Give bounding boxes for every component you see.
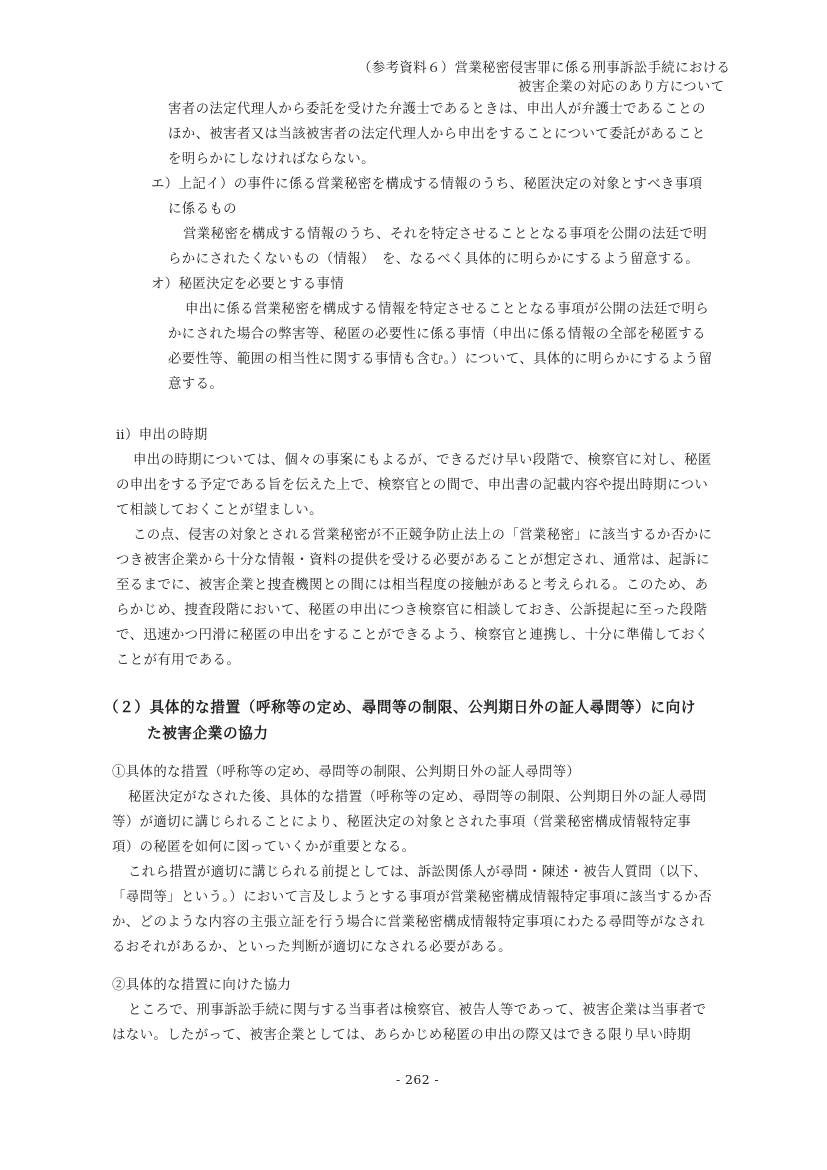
sub-1-p1-line-3: 項）の秘匿を如何に図っていくかが重要となる。 bbox=[112, 840, 416, 855]
section-ii-p1-line-3: て相談しておくことが望ましい。 bbox=[116, 503, 323, 518]
section-ii-title: ⅱ）申出の時期 bbox=[116, 428, 208, 443]
item-u-line-1: 害者の法定代理人から委託を受けた弁護士であるときは、申出人が弁護士であることの bbox=[168, 102, 706, 117]
section-ii-p1-line-2: の申出をする予定である旨を伝えた上で、検察官との間で、申出書の記載内容や提出時期につい bbox=[116, 478, 709, 493]
item-e-para-2: らかにされたくないもの（情報） を、なるべく具体的に明らかにするよう留意する。 bbox=[168, 252, 700, 267]
sub-1-p2-line-2: 「尋問等」という。）において言及しようとする事項が営業秘密構成情報特定事項に該当するか否 bbox=[112, 890, 713, 905]
sub-2-title: ②具体的な措置に向けた協力 bbox=[112, 978, 292, 993]
sub-2-p1-line-1: ところで、刑事訴訟手続に関与する当事者は検察官、被告人等であって、被害企業は当事者で bbox=[128, 1003, 707, 1018]
sub-2-p1-line-2: はない。したがって、被害企業としては、あらかじめ秘匿の申出の際又はできる限り早い時期 bbox=[112, 1028, 691, 1043]
item-o-para-1: 申出に係る営業秘密を構成する情報を特定させることとなる事項が公開の法廷で明ら bbox=[185, 302, 710, 317]
section-ii-p2-line-4: らかじめ、捜査段階において、秘匿の申出につき検察官に相談しておき、公訴提起に至った段階 bbox=[116, 603, 708, 618]
sub-1-p2-line-3: か、どのような内容の主張立証を行う場合に営業秘密構成情報特定事項にわたる尋問等がなされ bbox=[112, 915, 705, 930]
header-line-2: 被害企業の対応のあり方について bbox=[518, 80, 725, 95]
item-u-line-3: を明らかにしなければならない。 bbox=[168, 152, 375, 167]
section-ii-p2-line-2: つき被害企業から十分な情報・資料の提供を受ける必要があることが想定され、通常は、起訴に bbox=[116, 553, 710, 568]
section-2-heading-line-1: （２）具体的な措置（呼称等の定め、尋問等の制限、公判期日外の証人尋問等）に向け bbox=[104, 699, 696, 716]
page-number: - 262 - bbox=[396, 1072, 440, 1087]
item-o-para-2: かにされた場合の弊害等、秘匿の必要性に係る事情（申出に係る情報の全部を秘匿する bbox=[168, 327, 706, 342]
sub-1-p2-line-4: るおそれがあるか、といった判断が適切になされる必要がある。 bbox=[112, 940, 512, 955]
sub-1-p1-line-2: 等）が適切に講じられることにより、秘匿決定の対象とされた事項（営業秘密構成情報特定事 bbox=[112, 815, 692, 830]
section-ii-p2-line-3: 至るまでに、被害企業と捜査機関との間には相当程度の接触があると考えられる。このため、あ bbox=[116, 578, 709, 593]
sub-1-p2-line-1: これら措置が適切に講じられる前提としては、訴訟関係人が尋問・陳述・被告人質問（以下、 bbox=[128, 865, 708, 880]
section-ii-p2-line-1: この点、侵害の対象とされる営業秘密が不正競争防止法上の「営業秘密」に該当するか否かに bbox=[133, 528, 713, 543]
item-e-para-1: 営業秘密を構成する情報のうち、それを特定させることとなる事項を公開の法廷で明 bbox=[183, 227, 708, 242]
header-line-1: （参考資料６）営業秘密侵害罪に係る刑事訴訟手続における bbox=[358, 61, 731, 76]
section-ii-p1-line-1: 申出の時期については、個々の事案にもよるが、できるだけ早い段階で、検察官に対し、秘匿 bbox=[133, 453, 712, 468]
sub-1-title: ①具体的な措置（呼称等の定め、尋問等の制限、公判期日外の証人尋問等） bbox=[112, 765, 581, 780]
item-o-label: オ）秘匿決定を必要とする事情 bbox=[151, 277, 345, 292]
section-2-heading-line-2: た被害企業の協力 bbox=[147, 725, 269, 742]
sub-1-p1-line-1: 秘匿決定がなされた後、具体的な措置（呼称等の定め、尋問等の制限、公判期日外の証人尋問 bbox=[128, 790, 707, 805]
item-u-line-2: ほか、被害者又は当該被害者の法定代理人から申出をすることについて委託があること bbox=[168, 127, 706, 142]
section-ii-p2-line-5: で、迅速かつ円滑に秘匿の申出をすることができるよう、検察官と連携し、十分に準備しておく bbox=[116, 628, 709, 643]
item-e-label-1: エ）上記イ）の事件に係る営業秘密を構成する情報のうち、秘匿決定の対象とすべき事項 bbox=[151, 177, 703, 192]
item-e-label-2: に係るもの bbox=[168, 202, 237, 217]
item-o-para-3: 必要性等、範囲の相当性に関する事情も含む。）について、具体的に明らかにするよう留 bbox=[168, 352, 713, 367]
item-o-para-4: 意する。 bbox=[168, 377, 224, 392]
section-ii-p2-line-6: ことが有用である。 bbox=[116, 653, 241, 668]
